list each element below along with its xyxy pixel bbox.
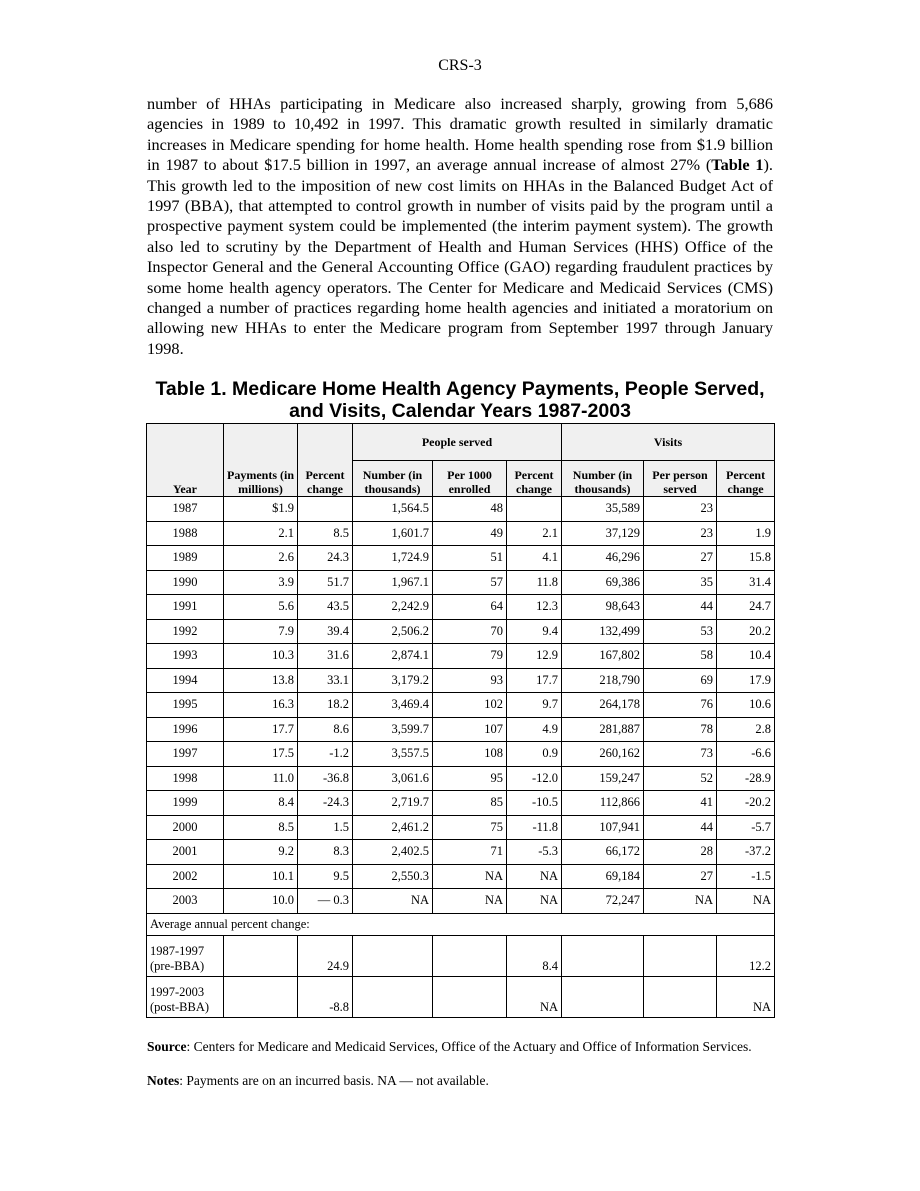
year-cell: 2003 — [147, 889, 224, 914]
table-row — [147, 570, 775, 595]
table-cell: 2,461.2 — [353, 815, 433, 840]
source-label: Source — [147, 1039, 187, 1054]
table-cell: -37.2 — [717, 840, 775, 865]
table-cell: — 0.3 — [298, 889, 353, 914]
body-text-part2: ). This growth led to the imposition of new cost limits on HHAs in the Balanced Budget Act of 1997 (BBA), that attempted to control growth in number of visits paid by the program until a prospective payment system could be implemented (the interim payment system). The growth also led to scrutiny by the Department of Health and Human Services (HHS) Office of the Inspector General and the General Accounting Office (GAO) regarding fraudulent practices by some home health agency operators. The Center for Medicare and Medicaid Services (CMS) changed a number of practices regarding home health agencies and initiated a moratorium on allowing new HHAs to enter the Medicare program from September 1997 through January 1998. — [147, 155, 773, 358]
pre-bba-label — [147, 935, 224, 976]
table-cell: -1.2 — [298, 742, 353, 767]
table-cell: 79 — [433, 644, 507, 669]
table-cell: 281,887 — [562, 717, 644, 742]
year-cell: 1997 — [147, 742, 224, 767]
average-change-label: Average annual percent change: — [147, 913, 775, 935]
table-cell: 264,178 — [562, 693, 644, 718]
table-cell: NA — [353, 889, 433, 914]
table-cell: 10.0 — [224, 889, 298, 914]
table-cell: 31.6 — [298, 644, 353, 669]
table-header-row-groups — [147, 424, 775, 461]
year-cell: 2001 — [147, 840, 224, 865]
table-cell: 2,874.1 — [353, 644, 433, 669]
table-cell: -36.8 — [298, 766, 353, 791]
table-cell: 17.7 — [507, 668, 562, 693]
table-cell: 218,790 — [562, 668, 644, 693]
table-cell: 102 — [433, 693, 507, 718]
table-cell: 28 — [644, 840, 717, 865]
table-cell: 4.9 — [507, 717, 562, 742]
table-cell — [507, 497, 562, 522]
table-cell: 44 — [644, 595, 717, 620]
table-cell: 93 — [433, 668, 507, 693]
table-row — [147, 693, 775, 718]
post-bba-label — [147, 976, 224, 1017]
table-cell: NA — [717, 889, 775, 914]
table-cell: 57 — [433, 570, 507, 595]
table-cell: 73 — [644, 742, 717, 767]
post-bba-row — [147, 976, 775, 1017]
table-cell: 2,719.7 — [353, 791, 433, 816]
col-group-people-served: People served — [353, 424, 562, 461]
table-cell: 3,061.6 — [353, 766, 433, 791]
table-cell: 3,469.4 — [353, 693, 433, 718]
table-cell: 66,172 — [562, 840, 644, 865]
table-cell — [433, 935, 507, 976]
table-cell: 167,802 — [562, 644, 644, 669]
source-note — [147, 1038, 773, 1055]
year-cell: 2000 — [147, 815, 224, 840]
table-cell: 1.5 — [298, 815, 353, 840]
table-cell — [717, 497, 775, 522]
table-cell: 9.2 — [224, 840, 298, 865]
table-cell: -12.0 — [507, 766, 562, 791]
year-cell: 1987 — [147, 497, 224, 522]
table-cell: 3.9 — [224, 570, 298, 595]
table-cell: 75 — [433, 815, 507, 840]
body-paragraph — [147, 94, 773, 359]
table-cell: 71 — [433, 840, 507, 865]
year-cell: 2002 — [147, 864, 224, 889]
table-cell: 98,643 — [562, 595, 644, 620]
col-header-per-1000: Per 1000 enrolled — [433, 461, 507, 497]
table-row — [147, 742, 775, 767]
table-cell — [224, 976, 298, 1017]
table-cell: -1.5 — [717, 864, 775, 889]
table-cell: 107,941 — [562, 815, 644, 840]
pre-bba-visits-pct: 12.2 — [717, 935, 775, 976]
average-change-row — [147, 913, 775, 935]
table-cell: 17.5 — [224, 742, 298, 767]
table-cell: 1.9 — [717, 521, 775, 546]
table-cell: 12.3 — [507, 595, 562, 620]
table-cell: 9.5 — [298, 864, 353, 889]
table-row — [147, 521, 775, 546]
table-cell: -10.5 — [507, 791, 562, 816]
table-cell: 10.3 — [224, 644, 298, 669]
table-reference: Table 1 — [711, 155, 764, 175]
table-cell: 23 — [644, 497, 717, 522]
table-row — [147, 864, 775, 889]
table-cell: 37,129 — [562, 521, 644, 546]
table-cell: 2.1 — [224, 521, 298, 546]
table-cell: 8.5 — [298, 521, 353, 546]
table-row — [147, 840, 775, 865]
year-cell: 1988 — [147, 521, 224, 546]
year-cell: 1998 — [147, 766, 224, 791]
notes-label: Notes — [147, 1073, 180, 1088]
col-header-per-person: Per person served — [644, 461, 717, 497]
col-header-people-number: Number (in thousands) — [353, 461, 433, 497]
table-title — [140, 378, 780, 422]
table-cell: 23 — [644, 521, 717, 546]
table-cell: 24.3 — [298, 546, 353, 571]
pre-bba-people-pct: 8.4 — [507, 935, 562, 976]
table-cell: -5.3 — [507, 840, 562, 865]
table-cell: 2.1 — [507, 521, 562, 546]
table-cell: 76 — [644, 693, 717, 718]
table-row — [147, 791, 775, 816]
table-cell: 5.6 — [224, 595, 298, 620]
source-text: : Centers for Medicare and Medicaid Services, Office of the Actuary and Office of Information Services. — [186, 1039, 752, 1054]
table-cell: 39.4 — [298, 619, 353, 644]
post-bba-label-line2: (post-BBA) — [150, 999, 210, 1014]
table-cell: 53 — [644, 619, 717, 644]
table-cell — [298, 497, 353, 522]
table-cell: -6.6 — [717, 742, 775, 767]
table-cell: 33.1 — [298, 668, 353, 693]
table-cell: NA — [644, 889, 717, 914]
table-cell: 10.1 — [224, 864, 298, 889]
table-cell: 16.3 — [224, 693, 298, 718]
table-cell: $1.9 — [224, 497, 298, 522]
table-cell: 8.5 — [224, 815, 298, 840]
table-cell: 7.9 — [224, 619, 298, 644]
table-cell: 17.7 — [224, 717, 298, 742]
table-cell: 4.1 — [507, 546, 562, 571]
table-cell: 10.6 — [717, 693, 775, 718]
table-row — [147, 717, 775, 742]
page-header: CRS-3 — [438, 57, 482, 74]
table-title-line2: and Visits, Calendar Years 1987-2003 — [289, 400, 631, 422]
table-row — [147, 668, 775, 693]
table-cell: 2,242.9 — [353, 595, 433, 620]
notes — [147, 1072, 773, 1089]
table-cell: -5.7 — [717, 815, 775, 840]
notes-text: : Payments are on an incurred basis. NA — not available. — [179, 1073, 489, 1088]
col-header-year: Year — [147, 424, 224, 497]
body-text-part1: number of HHAs participating in Medicare also increased sharply, growing from 5,686 agencies in 1989 to 10,492 in 1997. This dramatic growth resulted in similarly dramatic increases in Medicare spending for home health. Home health spending rose from $1.9 billion in 1987 to about $17.5 billion in 1997, an average annual increase of almost 27% ( — [147, 94, 773, 175]
table-cell — [353, 976, 433, 1017]
col-header-payments-pct: Percent change — [298, 424, 353, 497]
col-header-visits-pct: Percent change — [717, 461, 775, 497]
col-group-visits: Visits — [562, 424, 775, 461]
data-table — [146, 423, 775, 1018]
table-cell: 8.4 — [224, 791, 298, 816]
table-cell: 69 — [644, 668, 717, 693]
table-cell — [562, 935, 644, 976]
table-cell: NA — [433, 864, 507, 889]
table-cell: 108 — [433, 742, 507, 767]
table-cell: -20.2 — [717, 791, 775, 816]
year-cell: 1991 — [147, 595, 224, 620]
col-header-payments: Payments (in millions) — [224, 424, 298, 497]
table-row — [147, 815, 775, 840]
table-cell: 20.2 — [717, 619, 775, 644]
table-cell: 41 — [644, 791, 717, 816]
table-cell: 15.8 — [717, 546, 775, 571]
table-cell: 1,724.9 — [353, 546, 433, 571]
table-cell: 2.8 — [717, 717, 775, 742]
year-cell: 1996 — [147, 717, 224, 742]
table-cell — [644, 976, 717, 1017]
table-cell — [224, 935, 298, 976]
table-cell: 18.2 — [298, 693, 353, 718]
table-cell — [644, 935, 717, 976]
table-cell: -28.9 — [717, 766, 775, 791]
table-cell — [433, 976, 507, 1017]
year-cell: 1999 — [147, 791, 224, 816]
table-cell: 51.7 — [298, 570, 353, 595]
table-cell: 159,247 — [562, 766, 644, 791]
table-cell: 49 — [433, 521, 507, 546]
year-cell: 1995 — [147, 693, 224, 718]
table-cell: 1,564.5 — [353, 497, 433, 522]
table-cell: 35,589 — [562, 497, 644, 522]
table-cell: 2.6 — [224, 546, 298, 571]
col-header-visits-number: Number (in thousands) — [562, 461, 644, 497]
table-row — [147, 619, 775, 644]
pre-bba-label-line2: (pre-BBA) — [150, 958, 205, 973]
table-cell: 43.5 — [298, 595, 353, 620]
table-cell: 46,296 — [562, 546, 644, 571]
table-cell: -24.3 — [298, 791, 353, 816]
table-cell: 72,247 — [562, 889, 644, 914]
table-cell: 8.3 — [298, 840, 353, 865]
year-cell: 1992 — [147, 619, 224, 644]
table-cell: 132,499 — [562, 619, 644, 644]
table-cell: 48 — [433, 497, 507, 522]
table-cell: 13.8 — [224, 668, 298, 693]
table-row — [147, 889, 775, 914]
table-cell: 1,967.1 — [353, 570, 433, 595]
table-row — [147, 546, 775, 571]
pre-bba-label-line1: 1987-1997 — [150, 943, 205, 958]
table-cell: 3,557.5 — [353, 742, 433, 767]
table-cell: 107 — [433, 717, 507, 742]
table-cell: 2,506.2 — [353, 619, 433, 644]
table-cell: 78 — [644, 717, 717, 742]
table-cell: 3,599.7 — [353, 717, 433, 742]
table-cell: 52 — [644, 766, 717, 791]
table-row — [147, 497, 775, 522]
year-cell: 1994 — [147, 668, 224, 693]
table-cell: 64 — [433, 595, 507, 620]
table-summary — [147, 913, 775, 1017]
pre-bba-row — [147, 935, 775, 976]
table-cell: 3,179.2 — [353, 668, 433, 693]
year-cell: 1990 — [147, 570, 224, 595]
table-cell — [353, 935, 433, 976]
table-cell: -11.8 — [507, 815, 562, 840]
table-cell: 35 — [644, 570, 717, 595]
table-body — [147, 497, 775, 914]
table-cell: 85 — [433, 791, 507, 816]
table-row — [147, 644, 775, 669]
table-cell: 51 — [433, 546, 507, 571]
table-row — [147, 595, 775, 620]
table-cell: 70 — [433, 619, 507, 644]
col-header-people-pct: Percent change — [507, 461, 562, 497]
pre-bba-payments-pct: 24.9 — [298, 935, 353, 976]
table-cell: 58 — [644, 644, 717, 669]
table-cell: 27 — [644, 864, 717, 889]
table-cell: 11.0 — [224, 766, 298, 791]
table-cell: 2,402.5 — [353, 840, 433, 865]
table-cell: 69,386 — [562, 570, 644, 595]
table-cell: 69,184 — [562, 864, 644, 889]
table-cell: 9.7 — [507, 693, 562, 718]
year-cell: 1993 — [147, 644, 224, 669]
post-bba-label-line1: 1997-2003 — [150, 984, 205, 999]
post-bba-payments-pct: -8.8 — [298, 976, 353, 1017]
table-cell — [562, 976, 644, 1017]
table-cell: 31.4 — [717, 570, 775, 595]
table-cell: 95 — [433, 766, 507, 791]
table-cell: 1,601.7 — [353, 521, 433, 546]
table-title-line1: Table 1. Medicare Home Health Agency Payments, People Served, — [155, 378, 765, 400]
table-cell: 112,866 — [562, 791, 644, 816]
table-cell: NA — [433, 889, 507, 914]
table-row — [147, 766, 775, 791]
table-cell: 44 — [644, 815, 717, 840]
table-cell: 9.4 — [507, 619, 562, 644]
table-cell: 260,162 — [562, 742, 644, 767]
table-cell: 8.6 — [298, 717, 353, 742]
year-cell: 1989 — [147, 546, 224, 571]
table-cell: 0.9 — [507, 742, 562, 767]
table-cell: 17.9 — [717, 668, 775, 693]
table-cell: NA — [507, 889, 562, 914]
table-cell: 2,550.3 — [353, 864, 433, 889]
table-cell: 24.7 — [717, 595, 775, 620]
table-cell: 11.8 — [507, 570, 562, 595]
post-bba-people-pct: NA — [507, 976, 562, 1017]
table-cell: 27 — [644, 546, 717, 571]
table-cell: 12.9 — [507, 644, 562, 669]
table-cell: 10.4 — [717, 644, 775, 669]
post-bba-visits-pct: NA — [717, 976, 775, 1017]
table-cell: NA — [507, 864, 562, 889]
